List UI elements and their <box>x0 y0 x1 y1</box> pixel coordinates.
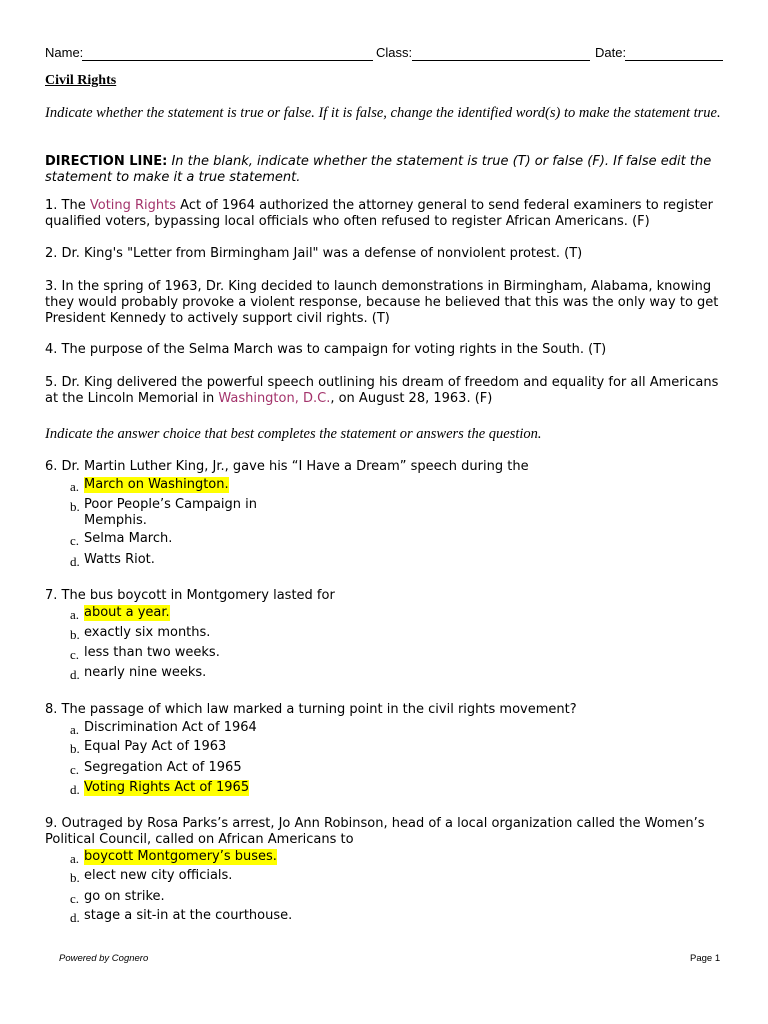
choice-text: Equal Pay Act of 1963 <box>84 739 227 754</box>
footer-powered-by: Powered by Cognero <box>59 953 149 964</box>
instruction-true-false: Indicate whether the statement is true or false. If it is false, change the identified word(s) to make the statement true. <box>45 105 721 121</box>
choice-text-highlighted: March on Washington. <box>84 477 229 492</box>
choice-letter: b. <box>70 499 80 514</box>
choice-text: Segregation Act of 1965 <box>84 760 242 775</box>
choice-letter: d. <box>70 910 80 925</box>
question-7-stem: 7. The bus boycott in Montgomery lasted for <box>45 588 335 603</box>
name-field-line[interactable] <box>82 60 373 61</box>
choice-text: Selma March. <box>84 531 173 546</box>
q1-link[interactable]: Voting Rights <box>89 198 177 213</box>
question-9-stem: 9. Outraged by Rosa Parks’s arrest, Jo Ann Robinson, head of a local organization called the Women’s Political Council, called on African Americans to <box>45 816 705 847</box>
page-title: Civil Rights <box>45 73 117 88</box>
choice-letter: c. <box>70 647 80 662</box>
choice-letter: c. <box>70 891 80 906</box>
question-2: 2. Dr. King's "Letter from Birmingham Jail" was a defense of nonviolent protest. (T) <box>45 246 583 261</box>
q1-post: Act of 1964 authorized the attorney general to send federal examiners to register qualified voters, bypassing local officials who often refused to register African Americans. (F) <box>45 198 714 229</box>
choice-letter: d. <box>70 667 80 682</box>
choice-letter: b. <box>70 627 80 642</box>
choice-text: stage a sit-in at the courthouse. <box>84 908 293 923</box>
question-1 <box>45 198 735 230</box>
date-label: Date: <box>595 45 627 60</box>
class-field-line[interactable] <box>412 60 590 61</box>
choice-text-highlighted: boycott Montgomery’s buses. <box>84 849 277 864</box>
footer-page-number: Page 1 <box>690 953 721 964</box>
q5-post: , on August 28, 1963. (F) <box>330 391 493 406</box>
choice-letter: a. <box>70 607 80 622</box>
choice-text-highlighted: about a year. <box>84 605 170 620</box>
choice-text-highlighted: Voting Rights Act of 1965 <box>84 780 250 795</box>
choice-text: nearly nine weeks. <box>84 665 207 680</box>
question-4: 4. The purpose of the Selma March was to campaign for voting rights in the South. (T) <box>45 342 607 357</box>
question-5 <box>45 375 735 407</box>
choice-letter: b. <box>70 870 80 885</box>
direction-label: DIRECTION LINE: <box>45 154 168 169</box>
choice-letter: a. <box>70 722 80 737</box>
choice-letter: c. <box>70 533 80 548</box>
choice-text: Discrimination Act of 1964 <box>84 720 257 735</box>
choice-letter: c. <box>70 762 80 777</box>
choice-text: Watts Riot. <box>84 552 155 567</box>
question-3: 3. In the spring of 1963, Dr. King decided to launch demonstrations in Birmingham, Alabama, knowing they would probably provoke a violent response, because he believed that this was the only way to get President Kennedy to actively support civil rights. (T) <box>45 279 719 326</box>
choice-text: less than two weeks. <box>84 645 220 660</box>
class-label: Class: <box>376 45 413 60</box>
choice-letter: d. <box>70 782 80 797</box>
q5-pre: 5. Dr. King delivered the powerful speech outlining his dream of freedom and equality for all Americans at the Lincoln Memorial in <box>45 375 719 406</box>
choice-letter: a. <box>70 479 80 494</box>
direction-line <box>45 154 735 186</box>
question-6-stem: 6. Dr. Martin Luther King, Jr., gave his “I Have a Dream” speech during the <box>45 459 529 474</box>
instruction-multiple-choice: Indicate the answer choice that best completes the statement or answers the question. <box>45 426 542 442</box>
choice-letter: b. <box>70 741 80 756</box>
choice-text: exactly six months. <box>84 625 211 640</box>
direction-text: In the blank, indicate whether the statement is true (T) or false (F). If false edit the statement to make it a true statement. <box>45 154 712 185</box>
choice-text: elect new city officials. <box>84 868 233 883</box>
q1-pre: 1. The <box>45 198 90 213</box>
choice-text: go on strike. <box>84 889 165 904</box>
question-8-stem: 8. The passage of which law marked a turning point in the civil rights movement? <box>45 702 577 717</box>
choice-letter: a. <box>70 851 80 866</box>
choice-letter: d. <box>70 554 80 569</box>
name-label: Name: <box>45 45 84 60</box>
header-row <box>45 45 725 65</box>
date-field-line[interactable] <box>625 60 723 61</box>
choice-text-line1: Poor People’s Campaign in <box>84 497 257 512</box>
q5-link[interactable]: Washington, D.C. <box>218 391 331 406</box>
choice-text-line2: Memphis. <box>84 513 147 528</box>
